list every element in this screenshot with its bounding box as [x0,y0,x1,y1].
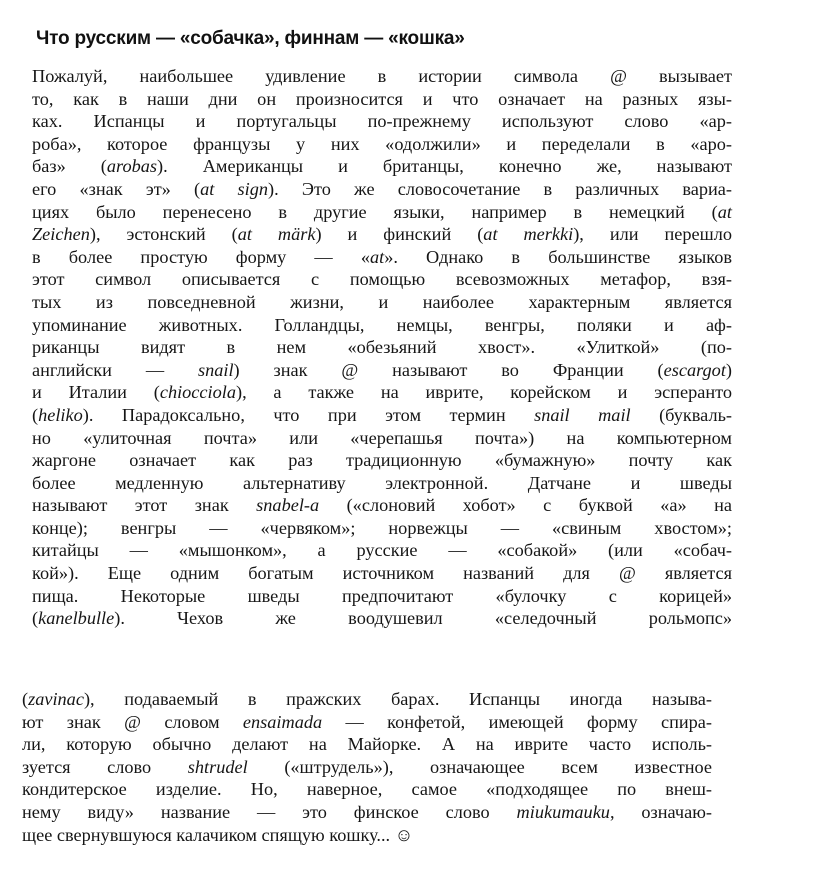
text-line: (zavinac), подаваемый в пражских барах. Испанцы иногда называ- [22,689,712,709]
text-line: в более простую форму — «at». Однако в большинстве языков [32,246,733,267]
article-body-part-1 [32,65,732,630]
text-line: этот символ описывается с помощью всевозможных метафор, взя- [32,269,732,290]
text-line: баз» (arobas). Американцы и британцы, конечно же, называют [32,156,732,177]
text-line: (kanelbulle). Чехов же воодушевил «селедочный рольмопс» [32,608,732,629]
text-line: риканцы видят в нем «обезьяний хвост». «Улиткой» (по- [32,337,732,358]
text-line: называют этот знак snabel-a («слоновий хобот» с буквой «а» на [32,495,732,516]
text-line: зуется слово shtrudel («штрудель»), означающее всем известное [22,756,712,777]
text-line: английски — snail) знак @ называют во Франции (escargot) [32,359,732,380]
text-line-last: щее свернувшуюся калачиком спящую кошку... ☺ [22,824,414,845]
text-line: (heliko). Парадоксально, что при этом термин snail mail (букваль- [32,404,733,425]
text-line: ют знак @ словом ensaimada — конфетой, имеющей форму спира- [22,711,712,732]
text-line: Zeichen), эстонский (at märk) и финский (at merkki), или перешло [32,224,732,245]
text-line: тых из повседневной жизни, и наиболее характерным является [32,291,732,312]
text-line: но «улиточная почта» или «черепашья почта») на компьютерном [32,427,732,448]
text-line: роба», которое французы у них «одолжили» и переделали в «аро- [32,133,732,154]
text-line: ли, которую обычно делают на Майорке. А на иврите часто исполь- [22,734,712,755]
text-line: то, как в наши дни он произносится и что означает на разных язы- [32,88,732,109]
text-line: пища. Некоторые шведы предпочитают «булочку с корицей» [32,585,732,606]
text-line: китайцы — «мышонком», а русские — «собакой» (или «собач- [32,540,732,561]
text-line: упоминание животных. Голландцы, немцы, венгры, поляки и аф- [32,314,732,335]
text-line: кой»). Еще одним богатым источником названий для @ является [32,563,732,584]
text-line: нему виду» название — это финское слово miukumauku, означаю- [22,801,712,822]
text-line: Пожалуй, наибольшее удивление в истории символа @ вызывает [32,66,732,86]
text-line: более медленную альтернативу электронной. Датчане и шведы [32,472,732,493]
article-heading: Что русским — «собачка», финнам — «кошка» [36,28,465,49]
text-line: и Италии (chiocciola), а также на иврите, корейском и эсперанто [32,382,733,403]
text-line: кондитерское изделие. Но, наверное, самое «подходящее по внеш- [22,779,712,800]
text-line: его «знак эт» (at sign). Это же словосочетание в различных вариа- [32,178,733,199]
text-line: циях было перенесено в другие языки, например в немецкий (at [32,201,732,222]
text-line: жаргоне означает как раз традиционную «бумажную» почту как [32,450,732,471]
text-line: конце); венгры — «червяком»; норвежцы — «свиным хвостом»; [32,517,732,538]
text-line: ках. Испанцы и португальцы по-прежнему используют слово «ар- [32,111,732,132]
article-body-part-2 [22,688,712,846]
